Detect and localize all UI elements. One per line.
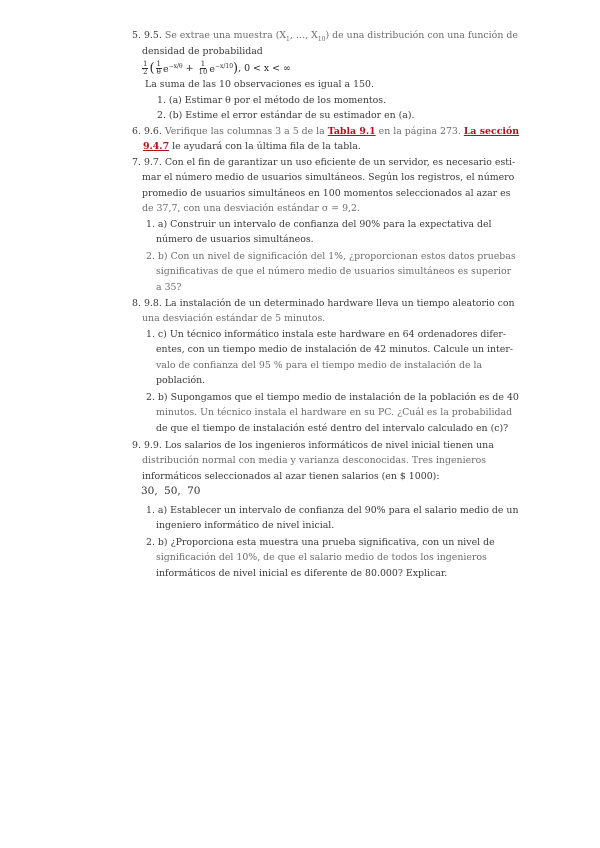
problem-7-item-a: 1. a) Construir un intervalo de confianza del 90% para la expectativa del número de usuarios simultáneos. — [146, 219, 492, 246]
problem-5-item-b: 2. (b) Estime el error estándar de su estimador en (a). — [157, 110, 415, 122]
table-9-1-link[interactable]: Tabla 9.1 — [327, 126, 376, 137]
problem-9-item-b: 2. b) ¿Proporciona esta muestra una prueba significativa, con un nivel de significación del 10%, de que el salario medio de todos los ingenieros informáticos de nivel inicial es diferente de 80.000? Explicar. — [146, 537, 495, 579]
section-link[interactable]: La sección — [463, 126, 520, 137]
problem-8-item-c: 1. c) Un técnico informático instala este hardware en 64 ordenadores difer- entes, con un tiempo medio de instalación de 42 minutos. Calcule un inter- valo de confianza del 95 % para el tiempo medio de instalación de la población. — [146, 329, 513, 387]
problem-5-line-4: La suma de las 10 observaciones es igual a 150. — [145, 79, 374, 90]
problem-5-items — [157, 93, 415, 124]
problem-8-item-b: 2. b) Supongamos que el tiempo medio de instalación de la población es de 40 minutos. Un técnico instala el hardware en su PC. ¿Cuál es la probabilidad de que el tiempo de instalación esté dentro del intervalo calculado en (c)? — [146, 392, 519, 434]
problem-5-item-a: 1. (a) Estimar θ por el método de los momentos. — [157, 95, 387, 106]
salary-data: 30, 50, 70 — [141, 485, 201, 497]
problem-6: 6. 9.6. Verifique las columnas 3 a 5 de la Tabla 9.1 en la página 273. La sección 9.4.7 le ayudará con la última fila de la tabla. — [132, 126, 520, 153]
problem-5-line-1: 5. 9.5. Se extrae una muestra ($X_1$, …, $X_{10}$) de una distribución con una función de — [132, 30, 518, 43]
problem-8: 8. 9.8. La instalación de un determinado hardware lleva un tiempo aleatorio con una desviación estándar de 5 minutos. — [132, 298, 515, 325]
problem-9: 9. 9.9. Los salarios de los ingenieros informáticos de nivel inicial tienen una distribución normal con media y varianza desconocidas. Tres ingenieros informáticos seleccionados al azar tienen salarios (en $ 1000): — [132, 440, 494, 482]
problem-7-item-b: 2. b) Con un nivel de significación del 1%, ¿proporcionan estos datos pruebas significativas de que el número medio de usuarios simultáneos es superior a 35? — [146, 251, 516, 293]
problem-5-line-2: densidad de probabilidad — [142, 46, 263, 57]
section-9-4-7-link[interactable]: 9.4.7 — [143, 141, 170, 153]
density-formula: $\frac{1}{2}$ ( $\frac{1}{\theta}$ $e^{-x/\theta}$ + $\frac{1}{10}$ $e^{-x/10}$ ) , 0 < x < ∞ — [143, 59, 291, 76]
problem-9-item-a: 1. a) Establecer un intervalo de confianza del 90% para el salario medio de un ingeniero informático de nivel inicial. — [146, 505, 519, 532]
problem-7: 7. 9.7. Con el fin de garantizar un uso eficiente de un servidor, es necesario esti- mar el número medio de usuarios simultáneos. Según los registros, el número promedio de usuarios simultáneos en 100 momentos seleccionados al azar es de 37,7, con una desviación estándar σ = 9,2. — [132, 157, 516, 215]
